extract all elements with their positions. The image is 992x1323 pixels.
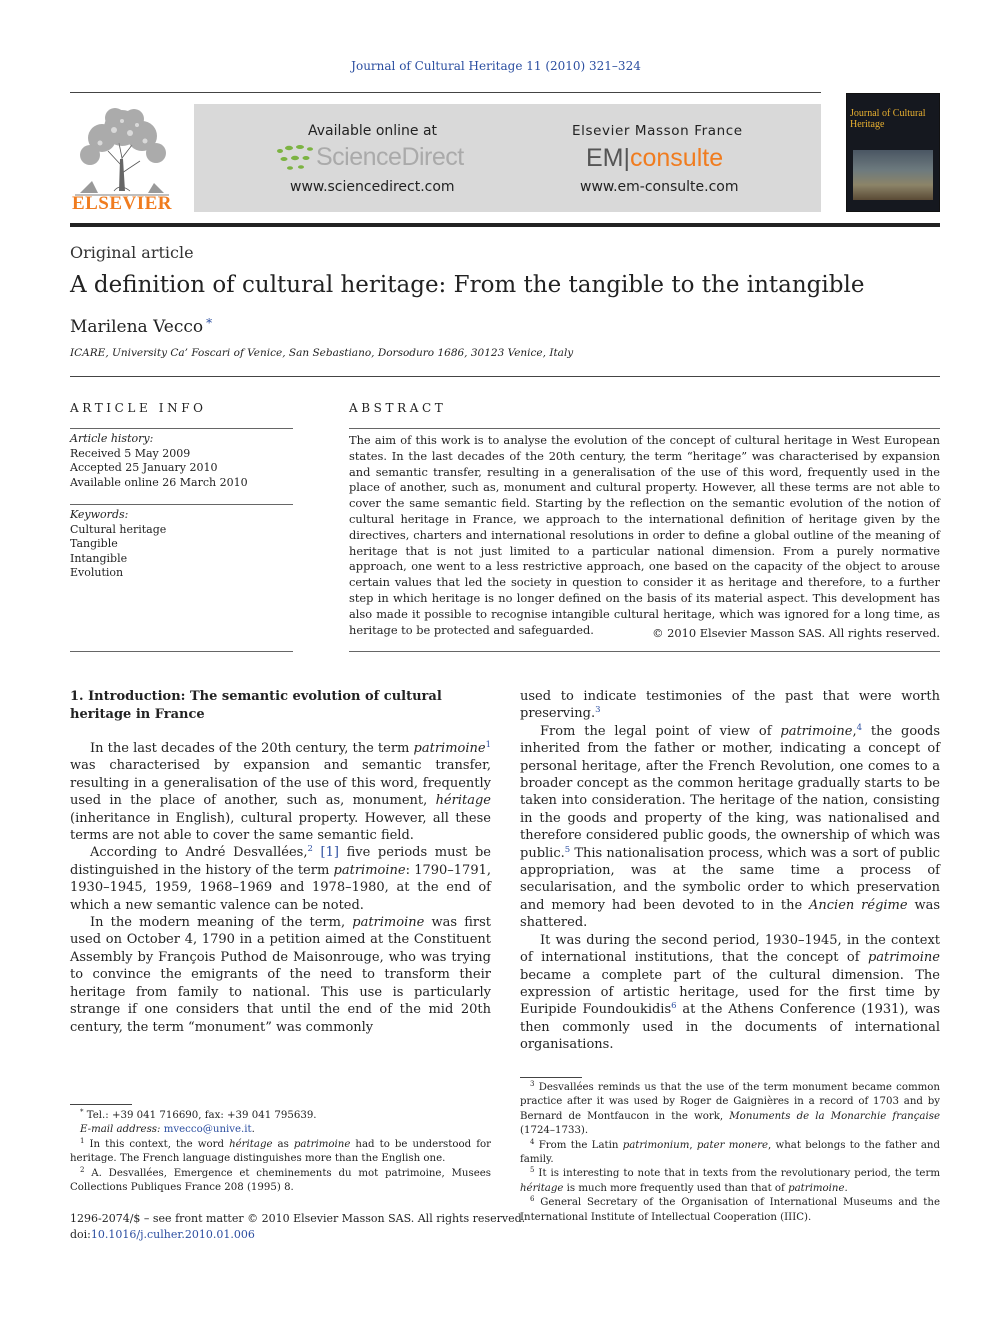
keywords-label: Keywords: [70,508,129,521]
footnote-rule-right [520,1077,582,1078]
text-run-italic: pater monere [696,1139,769,1151]
footnote-link[interactable]: 5 [564,844,571,855]
keywords-block [70,508,293,581]
text-run-italic: patrimoine [867,950,940,966]
text-run: : 1790–1791, 1930–1945, 1959, 1968–1969 and 1978–1980, at the end of which a new semantic valence can be noted. [70,862,491,913]
footnote-mark: 6 [530,1195,535,1204]
paragraph [520,932,940,1054]
footnote-mark: 2 [80,1165,85,1174]
text-run: In the last decades of the 20th century, the term [90,741,414,756]
text-run-italic: patrimoine [333,862,406,878]
author-name: Marilena Vecco [70,317,204,337]
text-run: the goods inherited from the father or mother, indicating a concept of personal heritage, after the French Revolution, one comes to a broader concept as the common heritage gradually starts to be taken into consideration. The heritage of the nation, consisting in the goods and property of the king, was nationalised and therefore considered public goods, the ownership of which was public. [520,723,941,861]
keyword-item: Intangible [70,551,128,565]
paragraph [520,688,940,723]
keyword-item: Evolution [70,566,124,579]
text-run-italic: patrimoine [352,915,425,931]
header-thick-rule [70,223,940,227]
text-run-italic: patrimoine [780,723,853,739]
cover-photo [853,150,933,200]
text-run-italic: patrimoine [413,741,486,756]
text-run-italic: patrimoine [293,1138,351,1150]
header-rule [70,92,821,93]
abstract-heading: ABSTRACT [349,401,447,415]
footnote-4 [520,1139,940,1168]
article-type: Original article [70,243,194,262]
keyword-item: Tangible [70,537,118,550]
text-run-italic: Ancien régime [809,897,908,913]
cover-title: Journal of Cultural Heritage [850,108,926,130]
footnotes-left [70,1109,491,1195]
article-info-heading: ARTICLE INFO [70,401,207,415]
footnote-email: E-mail address: mvecco@unive.it. [80,1124,255,1136]
text-run: This nationalisation process, which was a sort of public appropriation, was at the same time a process of secularisation, and the symbolic order to which preservation and memory had been devoted to in the [520,845,940,913]
author-footnote-link[interactable]: * [206,316,213,330]
email-link[interactable]: mvecco@unive.it [163,1124,252,1136]
text-run-italic: Monuments de la Monarchie française [729,1110,940,1122]
section-heading: 1. Introduction: The semantic evolution of cultural heritage in France [70,689,442,722]
doi-line [70,1227,525,1243]
abstract-text: The aim of this work is to analyse the evolution of the concept of cultural heritage in West European states. In the last decades of the 20th century, the term “heritage” was characterised by expansion and semantic transfer, resulting in a generalisation of the use of this word, frequently used in the place of another, such as, monument and cultural property. However, all these terms are not able to cover the same semantic field. Starting by the reflection on the semantic evolution of the notion of cultural heritage in France, we approach to the international definition of heritage given by the directives, charters and international resolutions in order to define a global outline of the meaning of heritage that is not just limited to a particular national dimension. From a purely normative approach, one went to a less restrictive approach, one based on the capacity of the object to arouse certain values that led the society in question to consider it as heritage and therefore, to a further step in which heritage is no longer defined on the basis of its material aspect. This development has also made it possible to recognise intangible cultural heritage, which was ignored for a long time, as heritage to be protected and safeguarded. [349,433,940,637]
em-logo-right: consulte [630,144,724,172]
text-run: . [844,1182,848,1194]
em-consulte-logo[interactable] [586,144,723,173]
text-run: In this context, the word [89,1138,230,1150]
footnote-6 [520,1196,940,1225]
text-run: was shattered. [520,897,941,931]
text-run-italic: patrimoine [788,1182,845,1194]
body-column-left [70,740,491,1036]
available-online-label: Available online at [308,123,438,139]
abstract-rule-1 [349,428,940,429]
footnote-mark: 1 [80,1136,85,1145]
text-run-italic: patrimonium [622,1139,690,1151]
footnote-mark: * [80,1108,84,1116]
text-run-italic: héritage [435,793,491,809]
footnote-link[interactable]: 1 [485,740,491,750]
article-info-rule-3 [70,651,293,652]
abstract-copyright: © 2010 Elsevier Masson SAS. All rights reserved. [652,626,940,640]
article-info-rule-1 [70,428,293,429]
reference-link[interactable]: [1] [320,845,339,861]
text-run: It was during the second period, 1930–1945, in the context of international institutions, that the concept of [520,932,940,966]
text-run: was characterised by expansion and semantic transfer, resulting in a generalisation of the use of this word, frequently used in the place of another, such as, monument, [70,758,491,809]
affiliation: ICARE, University Ca’ Foscari of Venice, San Sebastiano, Dorsoduro 1686, 30123 Venice, Italy [70,347,574,359]
text-run: , [852,723,857,739]
text-run: It is interesting to note that in texts from the revolutionary period, the term [538,1168,940,1180]
front-matter [70,1211,525,1242]
footnotes-right [520,1081,940,1225]
paragraph [70,740,491,844]
em-consulte-url[interactable]: www.em-consulte.com [580,179,739,195]
text-run: In the modern meaning of the term, [90,915,353,931]
text-run: A. Desvallées, Emergence et cheminements du mot patrimoine, Musees Collections Publiques France 208 (1995) 8. [70,1167,491,1194]
article-history [70,432,293,490]
footnote-5 [520,1167,940,1196]
em-logo-divider: | [623,144,630,172]
keyword-item: Cultural heritage [70,522,167,536]
text-run: used to indicate testimonies of the past that were worth preserving. [520,689,940,722]
text-run: (1724–1733). [520,1125,589,1137]
received-date: Received 5 May 2009 [70,446,191,460]
sciencedirect-logo[interactable]: ScienceDirect [316,143,464,171]
footnote-link[interactable]: 2 [307,844,313,855]
text-run: From the Latin [538,1139,623,1151]
issn-line: 1296-2074/$ – see front matter © 2010 Elsevier Masson SAS. All rights reserved. [70,1212,526,1225]
text-run: , [689,1139,697,1151]
text-run: five periods must be distinguished in the history of the term [70,845,492,878]
journal-reference-link[interactable]: Journal of Cultural Heritage 11 (2010) 321–324 [351,59,641,73]
doi-label: doi: [70,1227,91,1241]
footnote-rule-left [70,1104,132,1105]
footnote-2 [70,1167,491,1196]
text-run: Tel.: +39 041 716690, fax: +39 041 795639. [86,1110,317,1121]
online-date: Available online 26 March 2010 [70,475,248,489]
article-title: A definition of cultural heritage: From the tangible to the intangible [70,272,865,298]
elsevier-masson-label: Elsevier Masson France [572,123,743,139]
footnote-link[interactable]: 6 [671,1001,677,1012]
abstract-rule-2 [349,651,940,652]
text-run: had to be understood for heritage. The French language distinguishes more than the English one. [70,1138,491,1165]
footnote-link[interactable]: 4 [856,722,862,733]
footnote-star [70,1109,491,1123]
text-run-italic: héritage [229,1138,273,1150]
text-run-italic: E-mail address: [80,1124,161,1136]
text-run: According to André Desvallées, [90,845,308,861]
paragraph [70,844,491,914]
sciencedirect-leaves-icon [274,143,318,175]
paragraph [70,914,491,1036]
text-run: as [272,1138,294,1150]
sciencedirect-url[interactable]: www.sciencedirect.com [290,179,455,195]
footnote-1 [70,1138,491,1167]
text-run: , what belongs to the father and family. [520,1139,940,1166]
accepted-date: Accepted 25 January 2010 [70,461,218,474]
footnote-3 [520,1081,940,1139]
text-run: General Secretary of the Organisation of International Museums and the International Institute of Intellectual Cooperation (IIIC). [520,1197,940,1223]
footnote-mark: 3 [530,1080,535,1088]
paragraph [520,723,940,932]
elsevier-logo-text[interactable]: ELSEVIER [71,193,173,214]
text-run: at the Athens Conference (1931), was then commonly used in the documents of international organisations. [520,1002,941,1053]
author-line [70,316,212,337]
text-run: Desvallées reminds us that the use of the term monument became common practice after it was used by Roger de Gaignières in a record of 1703 and by Bernard de Montfaucon in the work, [520,1082,940,1122]
text-run: was first used on October 4, 1790 in a petition aimed at the Constituent Assembly by François Puthod de Maisonrouge, who was trying to convince the emigrants of the need to transform their heritage from family to national. This use is particularly strange if one considers that until the end of the mid 20th century, the term “monument” was commonly [70,915,491,1035]
footnote-mark: 5 [530,1166,535,1175]
em-logo-left: EM [586,144,624,172]
text-run-italic: héritage [520,1182,564,1194]
history-label: Article history: [70,432,154,445]
footnote-link[interactable]: 3 [595,705,601,716]
text-run: (inheritance in English), cultural property. However, all these terms are not able to cover the same semantic field. [70,810,491,844]
body-column-right [520,688,940,1054]
text-run: From the legal point of view of [540,723,781,739]
doi-link[interactable]: 10.1016/j.culher.2010.01.006 [90,1227,255,1241]
article-info-rule-2 [70,504,293,505]
footnote-mark: 4 [530,1137,535,1146]
text-run: is much more frequently used than that of [563,1182,789,1194]
title-rule [70,376,940,377]
text-run: became a complete part of the cultural dimension. The expression of artistic heritage, used for the first time by Euripide Foundoukidis [520,967,940,1018]
